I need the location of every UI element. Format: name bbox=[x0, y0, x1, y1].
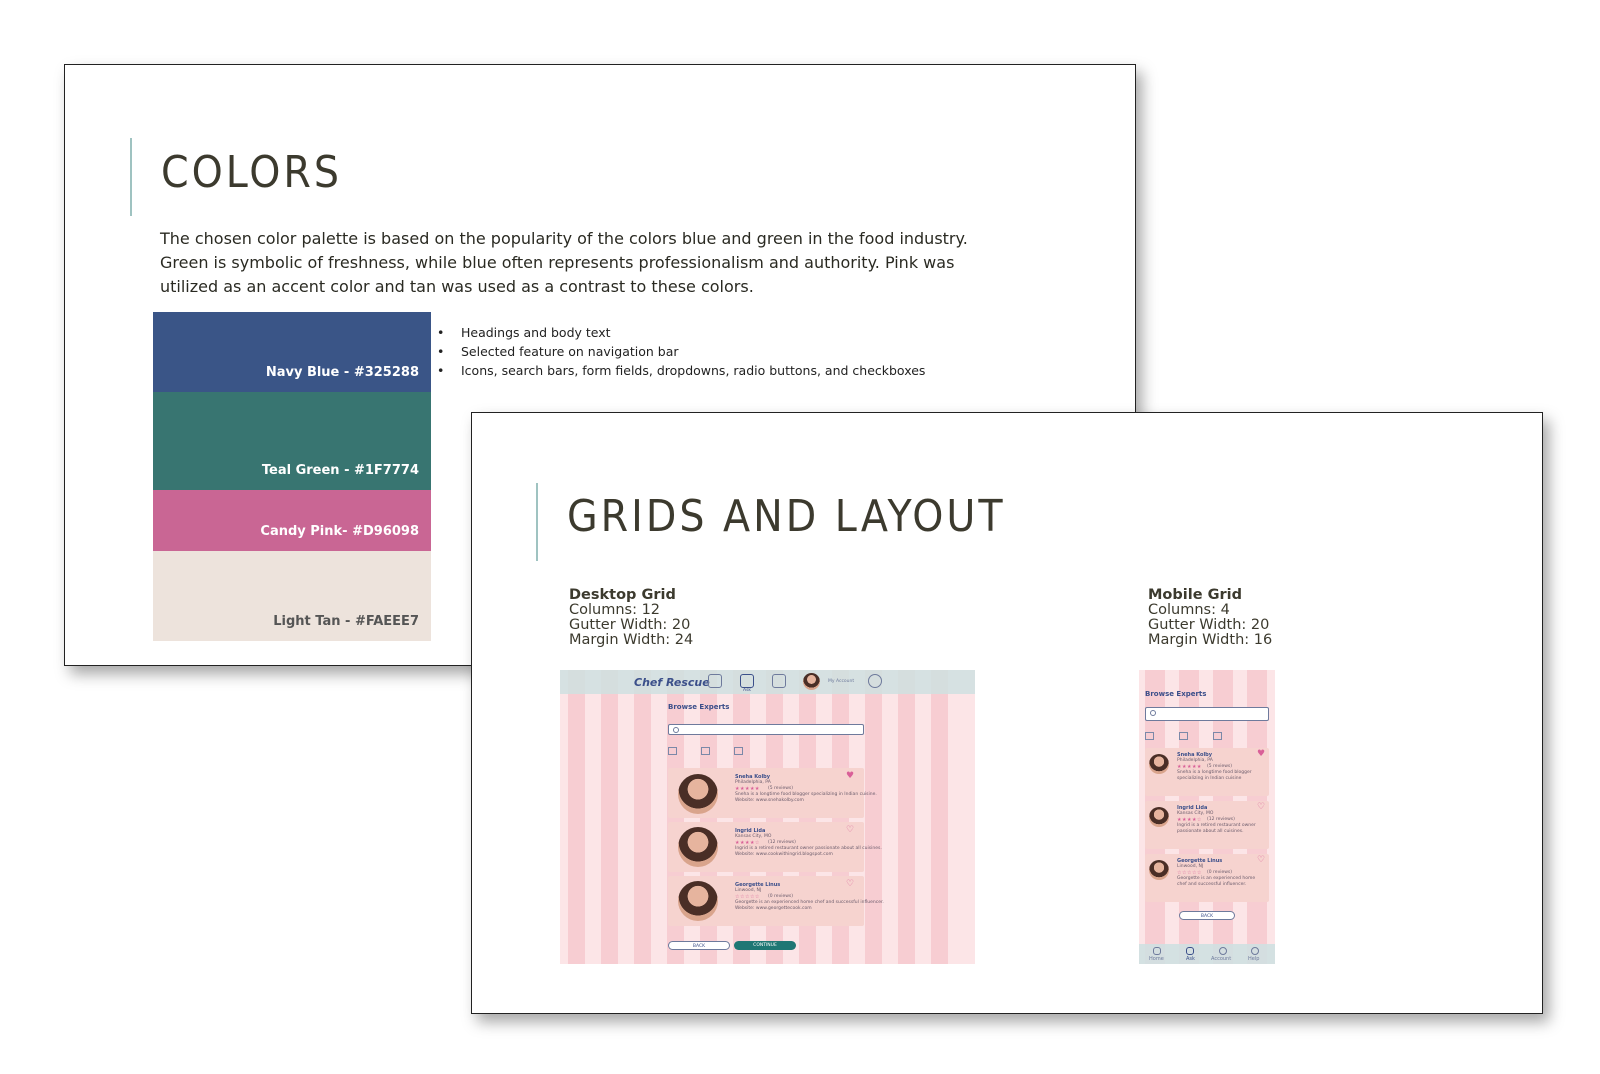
expert-avatar bbox=[1149, 754, 1169, 774]
swatch-label: Light Tan - #FAEEE7 bbox=[273, 614, 419, 629]
search-input bbox=[1145, 707, 1269, 721]
tab-home: Home bbox=[1149, 956, 1164, 962]
mobile-grid-mockup bbox=[1139, 670, 1275, 964]
help-icon bbox=[868, 674, 882, 688]
title-accent-bar bbox=[130, 138, 132, 216]
list-item: • Headings and body text bbox=[435, 323, 925, 342]
expert-bio: chef and successful influencer. bbox=[1177, 882, 1247, 887]
title-accent-bar bbox=[536, 483, 538, 561]
tab-ask: Ask bbox=[1186, 956, 1195, 962]
expert-name: Ingrid Lida bbox=[735, 828, 766, 834]
list-item: • Selected feature on navigation bar bbox=[435, 342, 925, 361]
grid-column bbox=[898, 670, 915, 964]
expert-rating: ☆☆☆☆☆ bbox=[735, 894, 760, 900]
expert-location: Philadelphia, PA bbox=[735, 780, 771, 785]
desktop-columns: Columns: 12 bbox=[569, 602, 661, 618]
tab-account: Account bbox=[1211, 956, 1232, 962]
expert-name: Ingrid Lida bbox=[1177, 805, 1208, 811]
expert-rating: ★★★★☆ bbox=[1177, 817, 1202, 823]
sort-icon bbox=[1145, 732, 1154, 740]
filter-icon bbox=[701, 747, 710, 755]
expert-reviews: (5 reviews) bbox=[1207, 764, 1233, 769]
expert-rating: ★★★★★ bbox=[1177, 764, 1202, 770]
expert-avatar bbox=[1149, 860, 1169, 880]
mock-logo: Chef Rescue bbox=[634, 676, 710, 689]
expert-avatar bbox=[1149, 807, 1169, 827]
expert-card bbox=[1145, 748, 1269, 796]
expert-bio: Georgette is an experienced home bbox=[1177, 876, 1256, 881]
swatch-teal-green bbox=[153, 392, 431, 490]
expert-name: Georgette Linus bbox=[1177, 858, 1223, 864]
nav-ask-label: Ask bbox=[743, 688, 752, 693]
expert-reviews: (0 reviews) bbox=[768, 894, 794, 899]
expert-card bbox=[668, 822, 882, 872]
expert-location: Linwood, NJ bbox=[735, 888, 762, 893]
help-icon bbox=[1251, 947, 1259, 955]
expert-avatar bbox=[678, 827, 718, 867]
chat-icon bbox=[1186, 947, 1194, 955]
favorites-icon bbox=[1213, 732, 1222, 740]
back-button: BACK bbox=[1179, 911, 1235, 920]
expert-name: Sneha Kolby bbox=[735, 774, 770, 780]
expert-website: Website: www.cookwithingrid.blogspot.com bbox=[735, 852, 833, 857]
heart-icon: ♥ bbox=[1257, 749, 1266, 759]
swatch-navy-blue bbox=[153, 312, 431, 392]
grid-column bbox=[634, 670, 651, 964]
expert-bio: Georgette is an experienced home chef and successful influencer. bbox=[735, 900, 884, 905]
expert-bio: Sneha is a longtime food blogger specializing in Indian cuisine. bbox=[735, 792, 877, 797]
mock-heading: Browse Experts bbox=[1145, 690, 1207, 698]
colors-intro-text: The chosen color palette is based on the popularity of the colors blue and green in the food industry. Green is symbolic of freshness, while blue often represents professionalism and authority. Pink was utilized as an accent color and tan was used as a contrast to these colors. bbox=[160, 229, 968, 296]
desktop-grid-heading: Desktop Grid bbox=[569, 587, 676, 603]
swatch-candy-pink bbox=[153, 490, 431, 551]
expert-bio: Ingrid is a retired restaurant owner passionate about all cuisines. bbox=[735, 846, 882, 851]
search-input bbox=[668, 724, 864, 735]
mock-nav-bar bbox=[560, 670, 975, 694]
grid-column bbox=[865, 670, 882, 964]
grids-slide bbox=[471, 412, 1543, 1014]
expert-card bbox=[668, 876, 884, 926]
mobile-columns: Columns: 4 bbox=[1148, 602, 1230, 618]
expert-bio: Ingrid is a retired restaurant owner bbox=[1177, 823, 1256, 828]
colors-slide-title: COLORS bbox=[161, 147, 343, 198]
heart-outline-icon: ♡ bbox=[1257, 802, 1266, 812]
mobile-grid-spec bbox=[1148, 588, 1272, 648]
expert-card bbox=[1145, 854, 1269, 902]
swatch-light-tan bbox=[153, 551, 431, 641]
heart-outline-icon: ♡ bbox=[846, 825, 855, 835]
expert-rating: ☆☆☆☆☆ bbox=[1177, 870, 1202, 876]
swatch-label: Teal Green - #1F7774 bbox=[261, 463, 419, 478]
expert-location: Linwood, NJ bbox=[1177, 864, 1204, 869]
mobile-grid-heading: Mobile Grid bbox=[1148, 587, 1242, 603]
grids-slide-title: GRIDS AND LAYOUT bbox=[567, 491, 1006, 542]
expert-avatar bbox=[678, 774, 718, 814]
account-icon bbox=[1219, 947, 1227, 955]
expert-bio: passionate about all cuisines. bbox=[1177, 829, 1244, 834]
expert-location: Kansas City, MO bbox=[1177, 811, 1214, 816]
navy-usage-list bbox=[435, 323, 925, 380]
expert-avatar bbox=[678, 881, 718, 921]
desktop-gutter: Gutter Width: 20 bbox=[569, 617, 691, 633]
expert-website: Website: www.snehakolby.com bbox=[735, 798, 804, 803]
mock-heading: Browse Experts bbox=[668, 703, 730, 711]
mobile-gutter: Gutter Width: 20 bbox=[1148, 617, 1270, 633]
home-icon bbox=[708, 674, 722, 688]
swatch-label: Navy Blue - #325288 bbox=[265, 365, 419, 380]
expert-name: Georgette Linus bbox=[735, 882, 781, 888]
account-avatar bbox=[803, 673, 820, 690]
continue-button: CONTINUE bbox=[734, 941, 796, 950]
expert-card bbox=[668, 768, 877, 818]
grid-column bbox=[601, 670, 618, 964]
expert-name: Sneha Kolby bbox=[1177, 752, 1212, 758]
list-item: • Icons, search bars, form fields, dropdowns, radio buttons, and checkboxes bbox=[435, 361, 925, 380]
book-icon bbox=[772, 674, 786, 688]
expert-bio: specializing in Indian cuisine bbox=[1177, 776, 1242, 781]
filter-icon bbox=[1179, 732, 1188, 740]
heart-outline-icon: ♡ bbox=[846, 879, 855, 889]
expert-reviews: (12 reviews) bbox=[1207, 817, 1235, 822]
back-button: BACK bbox=[668, 941, 730, 950]
desktop-grid-spec bbox=[569, 588, 693, 648]
expert-reviews: (0 reviews) bbox=[1207, 870, 1233, 875]
expert-reviews: (5 reviews) bbox=[768, 786, 794, 791]
expert-rating: ★★★★☆ bbox=[735, 840, 760, 846]
home-icon bbox=[1153, 947, 1161, 955]
expert-rating: ★★★★★ bbox=[735, 786, 760, 792]
chat-icon bbox=[740, 674, 754, 688]
expert-location: Kansas City, MO bbox=[735, 834, 772, 839]
desktop-margin: Margin Width: 24 bbox=[569, 632, 694, 648]
expert-reviews: (12 reviews) bbox=[768, 840, 796, 845]
sort-icon bbox=[668, 747, 677, 755]
expert-website: Website: www.georgettecook.com bbox=[735, 906, 812, 911]
expert-location: Philadelphia, PA bbox=[1177, 758, 1213, 763]
favorites-icon bbox=[734, 747, 743, 755]
nav-account-label: My Account bbox=[828, 679, 855, 684]
mobile-margin: Margin Width: 16 bbox=[1148, 632, 1273, 648]
heart-icon: ♥ bbox=[846, 771, 855, 781]
expert-card bbox=[1145, 801, 1269, 849]
heart-outline-icon: ♡ bbox=[1257, 855, 1266, 865]
grid-column bbox=[931, 670, 948, 964]
expert-bio: Sneha is a longtime food blogger bbox=[1177, 770, 1252, 775]
grid-column bbox=[568, 670, 585, 964]
swatch-label: Candy Pink- #D96098 bbox=[260, 524, 419, 539]
tab-help: Help bbox=[1248, 956, 1260, 962]
desktop-grid-mockup bbox=[560, 670, 975, 964]
